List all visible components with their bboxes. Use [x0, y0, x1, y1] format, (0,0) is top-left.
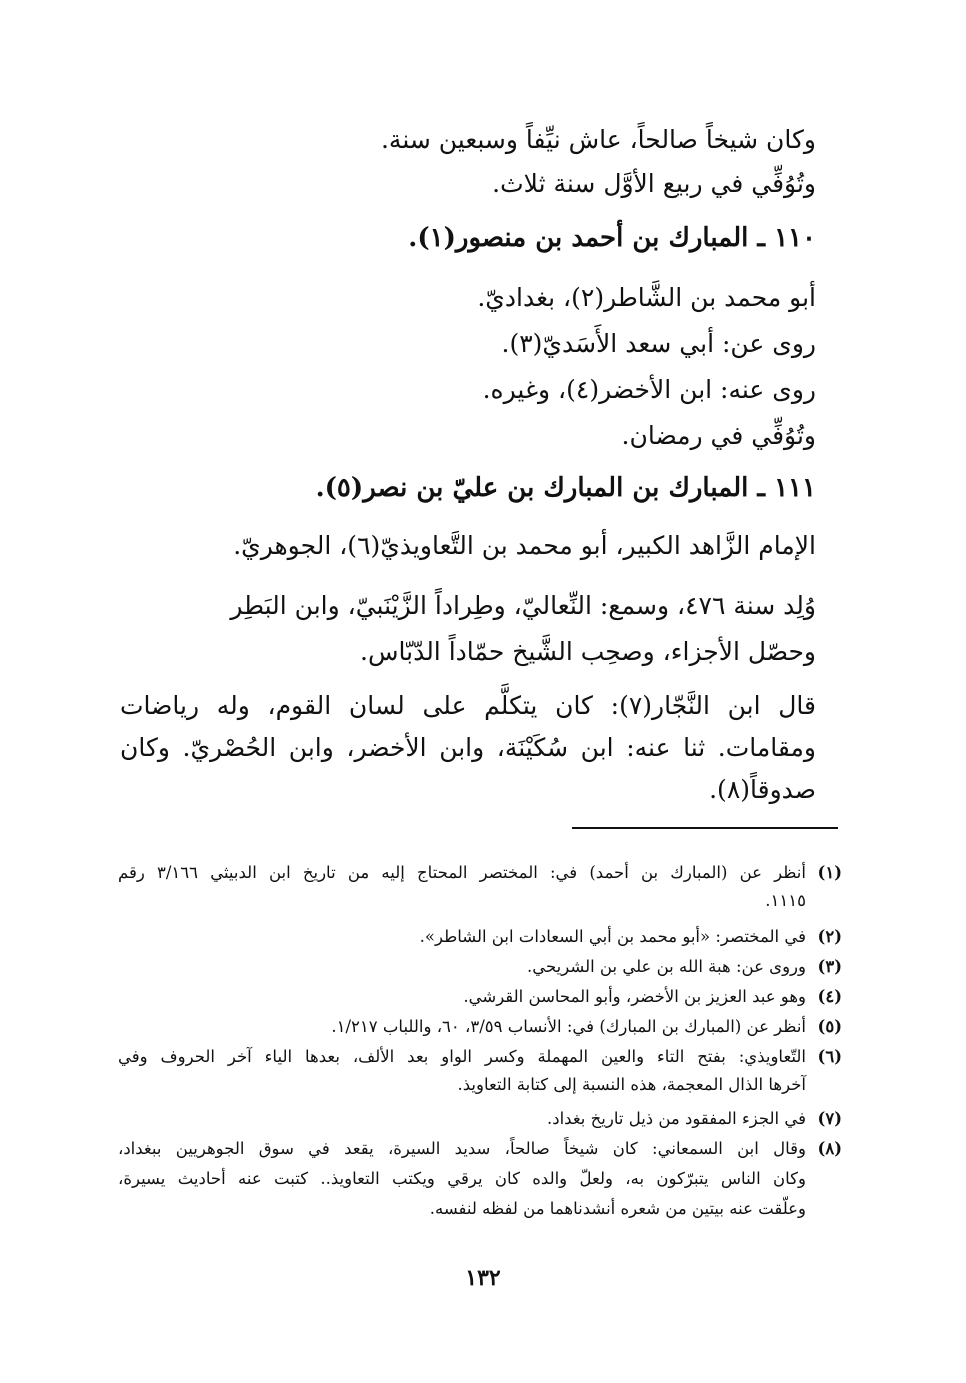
body-line-7: الإمام الزَّاهد الكبير، أبو محمد بن التَّعاويذيّ(٦)، الجوهريّ. [233, 531, 816, 560]
footnote-text: أنظر عن (المبارك بن المبارك) في: الأنساب ٣/٥٩، ٦٠، واللباب ١/٢١٧. [331, 1017, 806, 1036]
footnote-text: في المختصر: «أبو محمد بن أبي السعادات ابن الشاطر». [419, 927, 806, 946]
footnote-text: في الجزء المفقود من ذيل تاريخ بغداد. [546, 1109, 806, 1128]
body-line-11: ومقامات. ثنا عنه: ابن سُكَيْنَة، وابن الأخضر، وابن الحُصْريّ. وكان [120, 733, 816, 762]
footnote-1-cont: ١١١٥. [765, 891, 806, 910]
footnote-6-cont: آخرها الذال المعجمة، هذه النسبة إلى كتابة التعاويذ. [457, 1075, 806, 1094]
footnote-number: (٨) [817, 1139, 842, 1158]
footnote-7 [118, 1104, 842, 1134]
entry-heading-111: ١١١ ـ المبارك بن المبارك بن عليّ بن نصر(٥). [315, 473, 816, 503]
body-line-4: روى عن: أبي سعد الأَسَديّ(٣). [501, 329, 816, 358]
body-line-1: وكان شيخاً صالحاً، عاش نيِّفاً وسبعين سنة. [380, 125, 816, 154]
footnote-text: وهو عبد العزيز بن الأخضر، وأبو المحاسن القرشي. [463, 987, 806, 1006]
body-line-12: صدوقاً(٨). [709, 775, 816, 804]
body-line-5: روى عنه: ابن الأخضر(٤)، وغيره. [482, 375, 816, 404]
footnote-text: أنظر عن (المبارك بن أحمد) في: المختصر المحتاج إليه من تاريخ ابن الدبيثي ٣/١٦٦ رقم [118, 863, 806, 882]
footnote-divider [572, 827, 838, 829]
body-line-3: أبو محمد بن الشَّاطر(٢)، بغداديّ. [477, 283, 816, 312]
entry-heading-110: ١١٠ ـ المبارك بن أحمد بن منصور(١). [408, 223, 816, 253]
page-number: ١٣٢ [465, 1265, 501, 1291]
footnote-number: (٦) [817, 1047, 842, 1066]
footnote-number: (١) [817, 863, 842, 882]
footnote-number: (٧) [817, 1109, 842, 1128]
footnote-text: وروى عن: هبة الله بن علي بن الشريحي. [527, 957, 806, 976]
footnote-6 [118, 1042, 842, 1072]
body-line-2: وتُوُفِّي في ربيع الأوَّل سنة ثلاث. [492, 169, 816, 198]
footnote-8 [118, 1134, 842, 1164]
footnote-4 [118, 982, 842, 1012]
footnote-8-cont2: وعلّقت عنه بيتين من شعره أنشدناهما من لفظه لنفسه. [429, 1199, 806, 1218]
body-line-10: قال ابن النَّجّار(٧): كان يتكلَّم على لسان القوم، وله رياضات [120, 691, 816, 720]
footnote-2 [118, 922, 842, 952]
footnote-number: (٢) [817, 927, 842, 946]
footnote-5 [118, 1012, 842, 1042]
body-line-8: وُلِد سنة ٤٧٦، وسمع: النِّعاليّ، وطِراداً الزَّيْنَبيّ، وابن البَطِر [230, 591, 816, 620]
footnote-3 [118, 952, 842, 982]
footnote-8-cont: وكان الناس يتبرّكون به، ولعلّ والده كان يرقي ويكتب التعاويذ.. كتبت عنه أحاديث يسيرة، [118, 1169, 806, 1188]
footnote-text: وقال ابن السمعاني: كان شيخاً صالحاً، سديد السيرة، يقعد في سوق الجوهريين ببغداد، [118, 1139, 806, 1158]
footnote-number: (٥) [817, 1017, 842, 1036]
footnote-text: التّعاويذي: بفتح التاء والعين المهملة وكسر الواو بعد الألف، بعدها الياء آخر الحروف وفي [118, 1047, 806, 1066]
body-line-9: وحصّل الأجزاء، وصحِب الشَّيخ حمّاداً الدّبّاس. [360, 637, 816, 666]
footnote-number: (٤) [817, 987, 842, 1006]
footnote-number: (٣) [817, 957, 842, 976]
footnote-1 [118, 858, 842, 888]
body-line-6: وتُوُفِّي في رمضان. [621, 421, 816, 450]
